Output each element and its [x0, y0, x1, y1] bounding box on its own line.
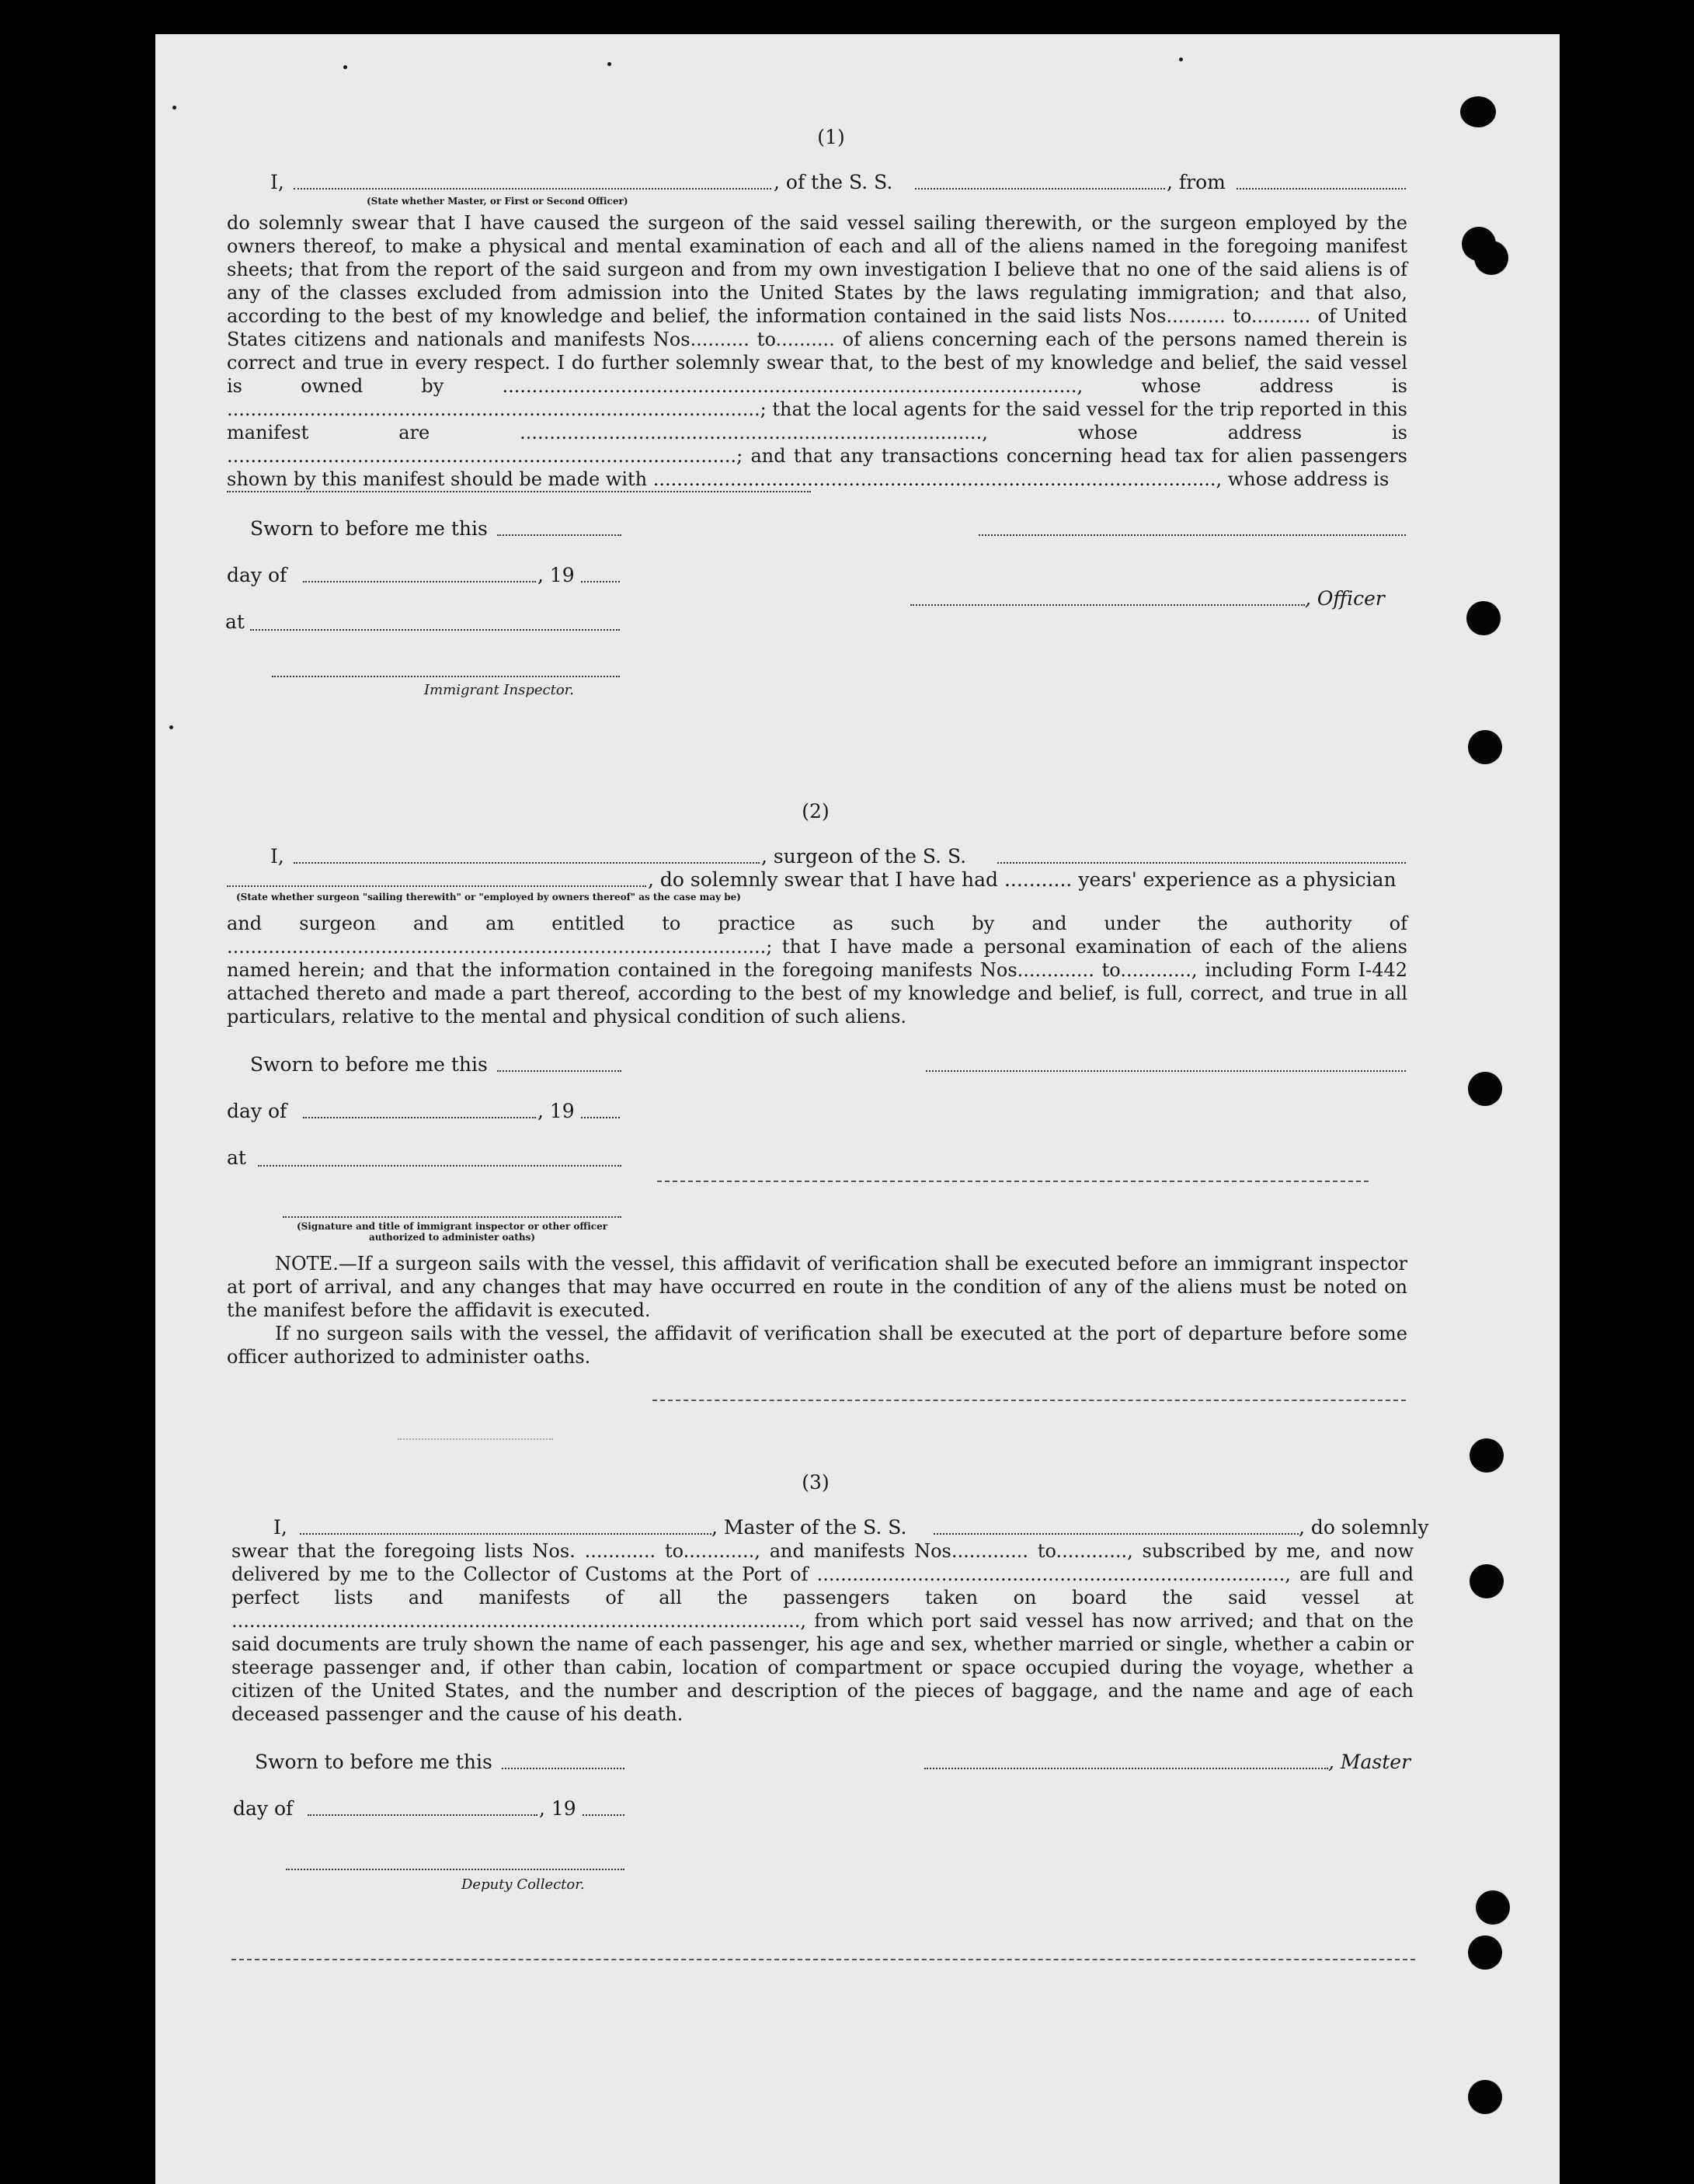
- section-1-day-of: day of: [227, 564, 287, 586]
- section-1-of-ss: , of the S. S.: [774, 171, 893, 193]
- blank-year[interactable]: [581, 581, 620, 583]
- blank-day-of-2[interactable]: [303, 1117, 536, 1118]
- speck: [343, 65, 347, 69]
- punch-hole: [1460, 96, 1496, 127]
- section-3-deputy: Deputy Collector.: [461, 1876, 585, 1893]
- section-1-i: I,: [270, 171, 284, 193]
- punch-hole: [1468, 1072, 1502, 1106]
- blank-sworn-day[interactable]: [497, 534, 621, 536]
- blank-surgeon-vessel[interactable]: [997, 862, 1406, 864]
- section-3-sworn: Sworn to before me this: [255, 1751, 492, 1773]
- surgeon-title-line: [657, 1181, 1369, 1182]
- blank-master-signature[interactable]: [924, 1768, 1328, 1769]
- speck: [1179, 57, 1183, 61]
- section-2-line2: , do solemnly swear that I have had ........... years' experience as a physician: [648, 868, 1397, 891]
- punch-hole: [1468, 2080, 1502, 2114]
- punch-hole: [1468, 1935, 1502, 1970]
- form-page: [155, 34, 1560, 2184]
- blank-inspector-signature[interactable]: [272, 676, 620, 677]
- speck: [169, 725, 173, 729]
- section-2-note: NOTE.—If a surgeon sails with the vessel, this affidavit of verification shall be executed before an immigrant inspector at port of arrival, and any changes that may have occurred en route in the condition of any of the aliens must be noted on the manifest before the affidavit is executed.: [227, 1253, 1407, 1321]
- section-divider: [652, 1400, 1406, 1401]
- blank-master-name[interactable]: [300, 1533, 711, 1535]
- blank-surgeon-signature[interactable]: [926, 1070, 1406, 1072]
- section-2-year: , 19: [537, 1100, 575, 1122]
- section-1-year: , 19: [537, 564, 575, 586]
- blank-day-of-3[interactable]: [308, 1814, 537, 1816]
- blank-year-3[interactable]: [583, 1814, 624, 1816]
- section-2-hint: (State whether surgeon "sailing therewith" or "employed by owners thereof" as the case may be): [236, 892, 741, 902]
- blank-inspector-signature-2[interactable]: [283, 1216, 621, 1218]
- punch-hole: [1474, 241, 1508, 275]
- section-2-at: at: [227, 1146, 246, 1169]
- section-1-officer: , Officer: [1305, 587, 1385, 610]
- section-3-master: , Master: [1328, 1751, 1411, 1773]
- section-1-at: at: [225, 610, 245, 633]
- section-2-sig-hint: (Signature and title of immigrant inspector or other officer authorized to administer oaths): [296, 1221, 608, 1243]
- speck: [607, 62, 611, 66]
- blank-year-2[interactable]: [581, 1117, 620, 1118]
- blank-surgeon-type[interactable]: [227, 885, 646, 887]
- blank-sworn-day-3[interactable]: [502, 1768, 624, 1769]
- section-2-number: (2): [802, 800, 830, 822]
- section-3-do-solemnly: , do solemnly: [1299, 1516, 1429, 1539]
- section-1-from: , from: [1167, 171, 1226, 193]
- blank-officer-name[interactable]: [294, 188, 771, 190]
- blank-at[interactable]: [250, 629, 620, 631]
- blank-sworn-day-2[interactable]: [497, 1070, 621, 1072]
- speck: [172, 106, 176, 110]
- bottom-rule: [231, 1959, 1415, 1960]
- blank-at-2[interactable]: [258, 1165, 621, 1167]
- blank-address-line[interactable]: [227, 491, 811, 492]
- section-3-i: I,: [273, 1516, 287, 1539]
- blank-deputy-signature[interactable]: [286, 1869, 624, 1870]
- section-2-i: I,: [270, 845, 284, 868]
- punch-hole: [1476, 1890, 1510, 1925]
- blank-surgeon-name[interactable]: [294, 862, 760, 864]
- section-3-master-of: , Master of the S. S.: [711, 1516, 907, 1539]
- section-1-hint: (State whether Master, or First or Second Officer): [367, 196, 628, 207]
- blank-officer-signature[interactable]: [910, 604, 1305, 606]
- section-2-note-2: If no surgeon sails with the vessel, the affidavit of verification shall be executed at the port of departure before some officer authorized to administer oaths.: [227, 1323, 1407, 1368]
- blank-officer-signature-top[interactable]: [979, 534, 1406, 536]
- blank-from-port[interactable]: [1237, 188, 1406, 190]
- blank-day-of[interactable]: [303, 581, 536, 583]
- faint-dots: [398, 1438, 553, 1440]
- section-2-surgeon-of: , surgeon of the S. S.: [761, 845, 967, 868]
- punch-hole: [1470, 1564, 1504, 1598]
- section-1-body: do solemnly swear that I have caused the surgeon of the said vessel sailing therewith, or the surgeon employed by the owners thereof, to make a physical and mental examination of each and all of the aliens named in the foregoing manifest sheets; that from the report of the said surgeon and from my own investigation I believe that no one of the said aliens is of any of the classes excluded from admission into the United States by the laws regulating immigration; and that also, according to the best of my knowledge and belief, the information contained in the said lists Nos.......... to.......... of United States citizens and nationals and manifests Nos.......... to.......... of aliens concerning each of the persons named therein is correct and true in every respect. I do further solemnly swear that, to the best of my knowledge and belief, the said vessel is owned by ................................................................................................., whose address is ..........................................................................................; that the local agents for the said vessel for the trip reported in this manifest are .............................................................................., whose address is ......................................................................................; and that any transactions concerning head tax for alien passengers shown by this manifest should be made with ..............................................................................................., whose address is: [227, 212, 1407, 490]
- punch-hole: [1466, 601, 1501, 635]
- blank-master-vessel[interactable]: [934, 1533, 1299, 1535]
- blank-vessel-name[interactable]: [915, 188, 1165, 190]
- section-2-sworn: Sworn to before me this: [250, 1053, 488, 1076]
- section-3-day-of: day of: [233, 1797, 294, 1820]
- section-2-body: and surgeon and am entitled to practice as such by and under the authority of ...........................................................................................; that I have made a personal examination of each of the aliens named herein; and that the information contained in the foregoing manifests Nos............. to............, including Form I-442 attached thereto and made a part thereof, according to the best of my knowledge and belief, is full, correct, and true in all particulars, relative to the mental and physical condition of such aliens.: [227, 913, 1407, 1028]
- section-2-day-of: day of: [227, 1100, 287, 1122]
- section-3-number: (3): [802, 1471, 830, 1494]
- punch-hole: [1468, 730, 1502, 764]
- punch-hole: [1470, 1438, 1504, 1473]
- section-3-body: swear that the foregoing lists Nos. ............ to............, and manifests Nos............. to............, subscribed by me, and now delivered by me to the Collector of Customs at the Port of ..............................................................................., are full and perfect lists and manifests of all the passengers taken on board the said vessel at ................................................................................................, from which port said vessel has now arrived; and that on the said documents are truly shown the name of each passenger, his age and sex, whether married or single, whether a cabin or steerage passenger and, if other than cabin, location of compartment or space occupied during the voyage, whether a citizen of the United States, and the number and description of the pieces of baggage, and the name and age of each deceased passenger and the cause of his death.: [231, 1540, 1414, 1725]
- section-3-year: , 19: [539, 1797, 576, 1820]
- section-1-inspector: Immigrant Inspector.: [424, 682, 575, 698]
- section-1-sworn: Sworn to before me this: [250, 517, 488, 540]
- section-1-number: (1): [817, 126, 845, 148]
